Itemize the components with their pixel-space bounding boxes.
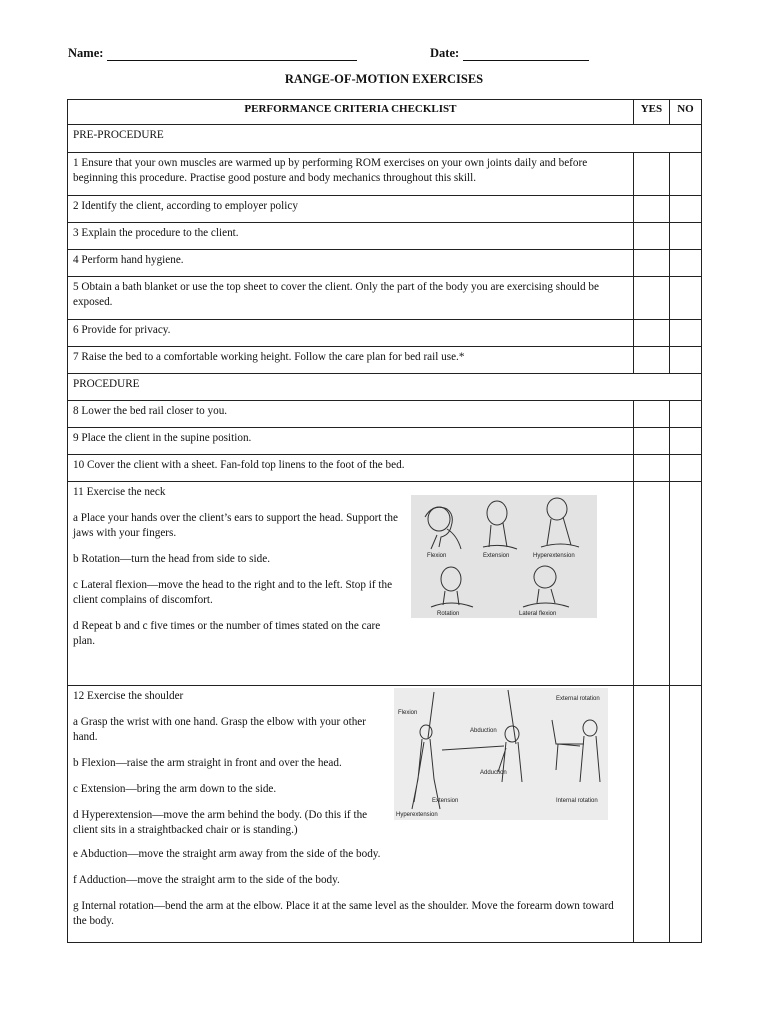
neck-exercise-illustration xyxy=(411,495,597,618)
no-checkbox-cell[interactable] xyxy=(669,320,701,347)
neck-figure-svg xyxy=(411,495,597,618)
yes-checkbox-cell[interactable] xyxy=(633,196,669,223)
table-row xyxy=(68,428,702,455)
neck-step-d: d Repeat b and c five times or the number of times stated on the care plan. xyxy=(73,620,381,647)
figure-label-extension: Extension xyxy=(483,553,510,559)
section-heading: PROCEDURE xyxy=(73,378,140,390)
table-row xyxy=(68,196,702,223)
no-checkbox-cell[interactable] xyxy=(669,455,701,482)
checklist-table xyxy=(67,99,702,943)
table-row-neck-exercise xyxy=(68,482,702,686)
figure-label-internal-rotation: Internal rotation xyxy=(556,798,598,804)
yes-checkbox-cell[interactable] xyxy=(633,455,669,482)
neck-step-c: c Lateral flexion—move the head to the right and to the left. Stop if the client complains of discomfort. xyxy=(73,579,393,606)
no-checkbox-cell[interactable] xyxy=(669,277,701,320)
no-checkbox-cell[interactable] xyxy=(669,196,701,223)
yes-checkbox-cell[interactable] xyxy=(633,428,669,455)
criteria-text: 6 Provide for privacy. xyxy=(73,324,171,336)
criteria-text: 9 Place the client in the supine position. xyxy=(73,432,252,444)
name-blank[interactable] xyxy=(107,48,357,61)
yes-column-header: YES xyxy=(633,100,669,125)
no-checkbox-cell[interactable] xyxy=(669,153,701,196)
shoulder-exercise-illustration xyxy=(394,688,608,820)
yes-checkbox-cell[interactable] xyxy=(633,153,669,196)
no-column-header: NO xyxy=(669,100,701,125)
date-blank[interactable] xyxy=(463,48,589,61)
figure-label-flexion: Flexion xyxy=(398,710,418,716)
criteria-text: 8 Lower the bed rail closer to you. xyxy=(73,405,228,417)
shoulder-step-c: c Extension—bring the arm down to the side. xyxy=(73,783,277,795)
table-row xyxy=(68,250,702,277)
neck-exercise-title: 11 Exercise the neck xyxy=(73,486,166,498)
yes-checkbox-cell[interactable] xyxy=(633,320,669,347)
criteria-text: 7 Raise the bed to a comfortable working height. Follow the care plan for bed rail use.* xyxy=(73,351,465,363)
figure-label-hyperextension: Hyperextension xyxy=(396,812,438,818)
figure-label-flexion: Flexion xyxy=(427,553,447,559)
yes-checkbox-cell[interactable] xyxy=(633,686,669,943)
shoulder-step-d: d Hyperextension—move the arm behind the body. (Do this if the client sits in a straightbacked chair or is standing.) xyxy=(73,809,368,836)
figure-label-rotation: Rotation xyxy=(437,611,460,617)
table-row xyxy=(68,320,702,347)
header-line xyxy=(68,46,708,64)
figure-label-hyperextension: Hyperextension xyxy=(533,553,575,559)
shoulder-exercise-title: 12 Exercise the shoulder xyxy=(73,690,184,702)
section-row-procedure xyxy=(68,374,702,401)
yes-checkbox-cell[interactable] xyxy=(633,250,669,277)
table-header-row xyxy=(68,100,702,125)
yes-checkbox-cell[interactable] xyxy=(633,482,669,686)
shoulder-step-b: b Flexion—raise the arm straight in front and over the head. xyxy=(73,757,342,769)
table-row xyxy=(68,153,702,196)
table-row xyxy=(68,401,702,428)
yes-checkbox-cell[interactable] xyxy=(633,347,669,374)
name-field[interactable] xyxy=(68,46,357,61)
no-checkbox-cell[interactable] xyxy=(669,347,701,374)
figure-label-abduction: Abduction xyxy=(470,728,497,734)
document-title: RANGE-OF-MOTION EXERCISES xyxy=(284,72,484,86)
neck-step-a: a Place your hands over the client’s ears to support the head. Support the jaws with your fingers. xyxy=(73,512,398,539)
table-row-shoulder-exercise xyxy=(68,686,702,943)
criteria-text: 3 Explain the procedure to the client. xyxy=(73,227,239,239)
yes-checkbox-cell[interactable] xyxy=(633,401,669,428)
criteria-text: 10 Cover the client with a sheet. Fan-fold top linens to the foot of the bed. xyxy=(73,459,405,471)
table-row xyxy=(68,347,702,374)
date-label: Date: xyxy=(430,46,460,60)
section-row-pre-procedure xyxy=(68,125,702,153)
shoulder-step-f: f Adduction—move the straight arm to the side of the body. xyxy=(73,874,340,886)
no-checkbox-cell[interactable] xyxy=(669,401,701,428)
no-checkbox-cell[interactable] xyxy=(669,482,701,686)
section-heading: PRE-PROCEDURE xyxy=(73,129,164,141)
figure-label-external-rotation: External rotation xyxy=(556,696,600,702)
date-field[interactable] xyxy=(430,46,589,61)
no-checkbox-cell[interactable] xyxy=(669,250,701,277)
neck-step-b: b Rotation—turn the head from side to side. xyxy=(73,553,270,565)
table-row xyxy=(68,277,702,320)
shoulder-figure-svg xyxy=(394,688,608,820)
name-label: Name: xyxy=(68,46,104,60)
shoulder-step-e: e Abduction—move the straight arm away from the side of the body. xyxy=(73,848,381,860)
shoulder-step-g: g Internal rotation—bend the arm at the elbow. Place it at the same level as the shoulder. Move the forearm down toward the body. xyxy=(73,900,614,927)
no-checkbox-cell[interactable] xyxy=(669,686,701,943)
criteria-text: 5 Obtain a bath blanket or use the top sheet to cover the client. Only the part of the body you are exercising should be exposed. xyxy=(73,281,599,308)
criteria-text: 4 Perform hand hygiene. xyxy=(73,254,184,266)
no-checkbox-cell[interactable] xyxy=(669,428,701,455)
criteria-text: 2 Identify the client, according to employer policy xyxy=(73,200,298,212)
criteria-text: 1 Ensure that your own muscles are warmed up by performing ROM exercises on your own joints daily and before beginning this procedure. Practise good posture and body mechanics throughout this skill. xyxy=(73,157,588,184)
yes-checkbox-cell[interactable] xyxy=(633,277,669,320)
table-row xyxy=(68,223,702,250)
yes-checkbox-cell[interactable] xyxy=(633,223,669,250)
figure-label-lateral-flexion: Lateral flexion xyxy=(519,611,557,617)
shoulder-step-a: a Grasp the wrist with one hand. Grasp the elbow with your other hand. xyxy=(73,716,366,743)
criteria-column-header: PERFORMANCE CRITERIA CHECKLIST xyxy=(68,100,634,125)
figure-label-adduction: Adduction xyxy=(480,770,507,776)
no-checkbox-cell[interactable] xyxy=(669,223,701,250)
table-row xyxy=(68,455,702,482)
figure-label-extension: Extension xyxy=(432,798,459,804)
